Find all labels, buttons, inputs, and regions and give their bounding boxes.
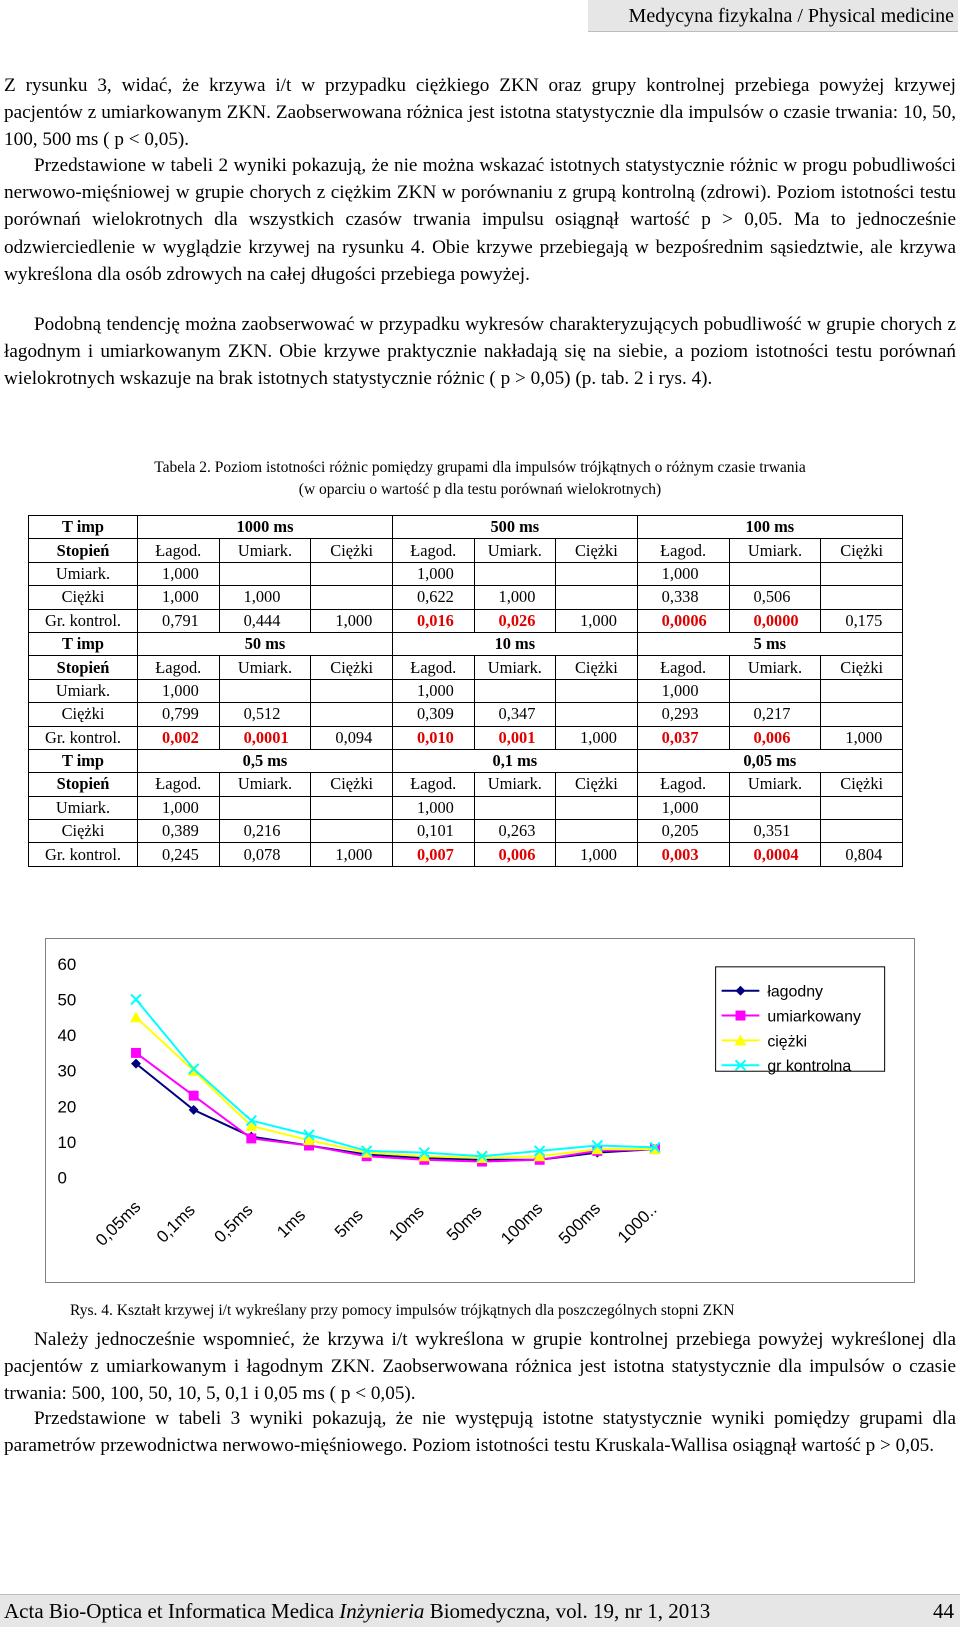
table-duration-row bbox=[29, 632, 903, 655]
p-value-cell: 0,309 bbox=[392, 703, 474, 726]
row-label: Ciężki bbox=[29, 820, 138, 843]
x-tick-label: 5ms bbox=[330, 1205, 367, 1242]
p-value-cell bbox=[311, 820, 393, 843]
paragraph: Z rysunku 3, widać, że krzywa i/t w przypadku ciężkiego ZKN oraz grupy kontrolnej przebiega powyżej krzywej pacjentów z umiarkowanym ZKN. Zaobserwowana różnica jest istotna statystycznie dla impulsów o czasie trwania: 10, 50, 100, 500 ms ( p < 0,05). bbox=[4, 75, 956, 151]
p-value-cell: 0,444 bbox=[219, 609, 311, 632]
group-header: Ciężki bbox=[311, 773, 393, 796]
p-value-cell: 0,003 bbox=[637, 843, 729, 866]
p-value-cell: 0,037 bbox=[637, 726, 729, 749]
p-value-cell: 1,000 bbox=[474, 586, 556, 609]
paragraph-text: Przedstawione w tabeli 3 wyniki pokazują, że nie występują istotne statystycznie wyniki pomiędzy grupami dla parametrów przewodnictwa nerwowo-mięśniowego. Poziom istotności testu Kruskala-Wallisa osiągnął wartość p > 0,05. bbox=[4, 1408, 956, 1457]
p-value-cell bbox=[729, 796, 821, 819]
p-value-cell bbox=[556, 679, 638, 702]
p-value-cell bbox=[821, 679, 903, 702]
p-value-cell: 0,006 bbox=[729, 726, 821, 749]
group-header: Ciężki bbox=[821, 539, 903, 562]
row-label: Stopień bbox=[29, 773, 138, 796]
table-row bbox=[29, 562, 903, 585]
line-chart bbox=[45, 938, 915, 1283]
table-duration-row bbox=[29, 516, 903, 539]
p-value-cell: 0,010 bbox=[392, 726, 474, 749]
table-group-row bbox=[29, 656, 903, 679]
p-value-cell: 0,094 bbox=[311, 726, 393, 749]
p-value-cell: 0,263 bbox=[474, 820, 556, 843]
p-value-cell: 0,351 bbox=[729, 820, 821, 843]
p-value-cell: 0,026 bbox=[474, 609, 556, 632]
table-row bbox=[29, 609, 903, 632]
table-row bbox=[29, 843, 903, 866]
row-label: Gr. kontrol. bbox=[29, 726, 138, 749]
journal-name: Acta Bio-Optica et Informatica Medica bbox=[4, 1599, 340, 1623]
x-tick-label: 1000.. bbox=[613, 1200, 661, 1247]
duration-header: 5 ms bbox=[637, 632, 902, 655]
series-line bbox=[136, 1053, 655, 1162]
p-value-cell: 0,101 bbox=[392, 820, 474, 843]
p-value-cell bbox=[311, 562, 393, 585]
p-value-cell: 0,0001 bbox=[219, 726, 311, 749]
p-value-cell bbox=[729, 679, 821, 702]
row-label: Ciężki bbox=[29, 703, 138, 726]
p-value-cell bbox=[556, 586, 638, 609]
group-header: Łagod. bbox=[138, 539, 220, 562]
group-header: Umiark. bbox=[729, 539, 821, 562]
legend-label: łagodny bbox=[767, 983, 823, 1001]
group-header: Umiark. bbox=[474, 656, 556, 679]
p-value-cell bbox=[821, 562, 903, 585]
data-point bbox=[736, 1011, 746, 1021]
duration-header: 1000 ms bbox=[138, 516, 393, 539]
group-header: Łagod. bbox=[637, 656, 729, 679]
p-value-cell: 0,506 bbox=[729, 586, 821, 609]
y-tick-label: 10 bbox=[57, 1132, 77, 1152]
group-header: Umiark. bbox=[729, 773, 821, 796]
p-value-cell bbox=[219, 796, 311, 819]
p-value-cell: 1,000 bbox=[138, 796, 220, 819]
journal-name-italic: Inżynieria bbox=[339, 1599, 425, 1623]
x-tick-label: 50ms bbox=[442, 1202, 486, 1245]
legend-label: gr kontrolna bbox=[767, 1058, 852, 1076]
p-value-cell: 0,175 bbox=[821, 609, 903, 632]
row-label: Umiark. bbox=[29, 562, 138, 585]
legend-label: umiarkowany bbox=[767, 1008, 861, 1026]
row-label: Gr. kontrol. bbox=[29, 843, 138, 866]
p-value-cell: 1,000 bbox=[637, 562, 729, 585]
row-label: T imp bbox=[29, 749, 138, 772]
group-header: Ciężki bbox=[556, 656, 638, 679]
duration-header: 0,05 ms bbox=[637, 749, 902, 772]
p-value-cell: 0,006 bbox=[474, 843, 556, 866]
p-value-cell bbox=[311, 586, 393, 609]
group-header: Umiark. bbox=[474, 773, 556, 796]
table-caption bbox=[30, 457, 930, 501]
data-point bbox=[189, 1091, 199, 1101]
row-label: Ciężki bbox=[29, 586, 138, 609]
group-header: Łagod. bbox=[392, 656, 474, 679]
data-point bbox=[131, 1048, 141, 1058]
p-value-cell bbox=[474, 796, 556, 819]
x-tick-label: 500ms bbox=[554, 1198, 605, 1249]
p-value-cell: 1,000 bbox=[637, 679, 729, 702]
p-value-cell bbox=[474, 562, 556, 585]
data-point bbox=[131, 995, 141, 1005]
table-row bbox=[29, 726, 903, 749]
row-label: Umiark. bbox=[29, 679, 138, 702]
group-header: Umiark. bbox=[729, 656, 821, 679]
duration-header: 0,5 ms bbox=[138, 749, 393, 772]
p-value-cell: 1,000 bbox=[556, 609, 638, 632]
table-group-row bbox=[29, 539, 903, 562]
p-value-cell: 0,216 bbox=[219, 820, 311, 843]
p-value-cell: 0,217 bbox=[729, 703, 821, 726]
y-tick-label: 0 bbox=[57, 1168, 67, 1188]
p-value-cell bbox=[821, 703, 903, 726]
p-value-cell: 0,078 bbox=[219, 843, 311, 866]
p-value-cell: 0,389 bbox=[138, 820, 220, 843]
table-row bbox=[29, 820, 903, 843]
p-value-cell bbox=[821, 586, 903, 609]
p-value-cell: 1,000 bbox=[556, 843, 638, 866]
paragraph-text: Podobną tendencję można zaobserwować w przypadku wykresów charakteryzujących pobudliwość w grupie chorych z łagodnym i umiarkowanym ZKN. Obie krzywe praktycznie nakładają się na siebie, a poziom istotności testu porównań wielokrotnych wskazuje na brak istotnych statystycznie różnic ( p > 0,05) (p. tab. 2 i rys. 4). bbox=[4, 314, 956, 390]
x-tick-label: 0,5ms bbox=[210, 1200, 257, 1247]
series-line bbox=[136, 999, 655, 1156]
p-value-cell: 0,622 bbox=[392, 586, 474, 609]
p-value-cell: 0,293 bbox=[637, 703, 729, 726]
p-value-cell bbox=[219, 679, 311, 702]
paragraph-text: Należy jednocześnie wspomnieć, że krzywa i/t wykreślona w grupie kontrolnej przebiega powyżej wykreślonej dla pacjentów z umiarkowanym i łagodnym ZKN. Zaobserwowana różnica jest istotna statystycznie dla impulsów o czasie trwania: 500, 100, 50, 10, 5, 0,1 i 0,05 ms ( p < 0,05). bbox=[4, 1329, 956, 1405]
row-label: Umiark. bbox=[29, 796, 138, 819]
table-duration-row bbox=[29, 749, 903, 772]
row-label: T imp bbox=[29, 632, 138, 655]
table-row bbox=[29, 586, 903, 609]
row-label: T imp bbox=[29, 516, 138, 539]
p-value-cell: 1,000 bbox=[392, 562, 474, 585]
x-tick-label: 1ms bbox=[273, 1205, 310, 1242]
group-header: Ciężki bbox=[556, 539, 638, 562]
x-tick-label: 0,05ms bbox=[91, 1197, 145, 1250]
p-value-cell: 0,001 bbox=[474, 726, 556, 749]
p-value-cell bbox=[474, 679, 556, 702]
p-value-cell: 1,000 bbox=[392, 679, 474, 702]
paragraph-text: Przedstawione w tabeli 2 wyniki pokazują, że nie można wskazać istotnych statystycznie różnic w progu pobudliwości nerwowo-mięśniowej w grupie chorych z ciężkim ZKN w porównaniu z grupą kontrolną (zdrowi). Poziom istotności testu porównań wielokrotnych dla wszystkich czasów trwania impulsu osiągnął wartość p > 0,05. Ma to jednocześnie odzwierciedlenie w wyglądzie krzywej na rysunku 4. Obie krzywe przebiegają w bezpośrednim sąsiedztwie, ale krzywa wykreślona dla osób zdrowych na całej długości przebiega powyżej. bbox=[4, 155, 956, 285]
duration-header: 10 ms bbox=[392, 632, 637, 655]
y-tick-label: 50 bbox=[57, 990, 77, 1010]
y-tick-label: 20 bbox=[57, 1097, 77, 1117]
p-value-cell: 0,0006 bbox=[637, 609, 729, 632]
p-value-cell bbox=[556, 562, 638, 585]
group-header: Łagod. bbox=[392, 773, 474, 796]
p-value-cell: 1,000 bbox=[556, 726, 638, 749]
duration-header: 100 ms bbox=[637, 516, 902, 539]
row-label: Stopień bbox=[29, 656, 138, 679]
p-value-cell: 0,799 bbox=[138, 703, 220, 726]
group-header: Umiark. bbox=[219, 656, 311, 679]
data-point bbox=[246, 1133, 256, 1143]
group-header: Ciężki bbox=[821, 656, 903, 679]
p-value-cell bbox=[219, 562, 311, 585]
p-value-cell: 1,000 bbox=[311, 609, 393, 632]
x-tick-label: 100ms bbox=[497, 1198, 547, 1249]
p-value-cell: 0,347 bbox=[474, 703, 556, 726]
duration-header: 50 ms bbox=[138, 632, 393, 655]
table-row bbox=[29, 796, 903, 819]
table-caption-line: Tabela 2. Poziom istotności różnic pomiędzy grupami dla impulsów trójkątnych o różnym czasie trwania bbox=[154, 459, 806, 476]
legend-label: ciężki bbox=[767, 1033, 808, 1051]
paragraph bbox=[4, 311, 956, 393]
group-header: Umiark. bbox=[219, 539, 311, 562]
p-value-cell: 0,245 bbox=[138, 843, 220, 866]
duration-header: 500 ms bbox=[392, 516, 637, 539]
p-value-cell: 0,002 bbox=[138, 726, 220, 749]
p-value-cell: 1,000 bbox=[138, 562, 220, 585]
p-value-cell: 0,205 bbox=[637, 820, 729, 843]
p-value-cell: 0,007 bbox=[392, 843, 474, 866]
p-value-cell: 1,000 bbox=[138, 679, 220, 702]
p-value-cell: 1,000 bbox=[311, 843, 393, 866]
p-value-cell bbox=[556, 703, 638, 726]
group-header: Ciężki bbox=[311, 539, 393, 562]
table-group-row bbox=[29, 773, 903, 796]
y-tick-label: 60 bbox=[57, 954, 77, 974]
paragraph bbox=[4, 152, 956, 288]
group-header: Łagod. bbox=[138, 656, 220, 679]
journal-footer bbox=[0, 1594, 960, 1627]
p-value-cell bbox=[821, 820, 903, 843]
figure-caption: Rys. 4. Kształt krzywej i/t wykreślany przy pomocy impulsów trójkątnych dla poszczególnych stopni ZKN bbox=[70, 1302, 735, 1319]
table-caption-line: (w oparciu o wartość p dla testu porównań wielokrotnych) bbox=[298, 481, 662, 498]
duration-header: 0,1 ms bbox=[392, 749, 637, 772]
paragraph bbox=[4, 1405, 956, 1459]
p-value-cell: 0,804 bbox=[821, 843, 903, 866]
group-header: Umiark. bbox=[219, 773, 311, 796]
p-value-cell: 1,000 bbox=[138, 586, 220, 609]
p-value-cell: 1,000 bbox=[821, 726, 903, 749]
y-tick-label: 30 bbox=[57, 1061, 77, 1081]
p-value-cell: 0,016 bbox=[392, 609, 474, 632]
page-number: 44 bbox=[933, 1599, 954, 1623]
p-value-cell: 0,0004 bbox=[729, 843, 821, 866]
group-header: Łagod. bbox=[392, 539, 474, 562]
p-value-cell bbox=[311, 679, 393, 702]
row-label: Stopień bbox=[29, 539, 138, 562]
table-row bbox=[29, 703, 903, 726]
group-header: Łagod. bbox=[637, 539, 729, 562]
p-value-cell: 0,338 bbox=[637, 586, 729, 609]
paragraph bbox=[4, 1326, 956, 1408]
x-tick-label: 10ms bbox=[385, 1202, 428, 1245]
group-header: Łagod. bbox=[637, 773, 729, 796]
x-tick-label: 0,1ms bbox=[152, 1200, 199, 1247]
group-header: Ciężki bbox=[311, 656, 393, 679]
group-header: Umiark. bbox=[474, 539, 556, 562]
row-label: Gr. kontrol. bbox=[29, 609, 138, 632]
data-point bbox=[130, 1011, 142, 1022]
group-header: Łagod. bbox=[138, 773, 220, 796]
p-value-cell bbox=[556, 796, 638, 819]
journal-volume: Biomedyczna, vol. 19, nr 1, 2013 bbox=[424, 1599, 711, 1623]
p-value-cell bbox=[311, 796, 393, 819]
p-value-cell: 1,000 bbox=[392, 796, 474, 819]
p-value-cell: 0,0000 bbox=[729, 609, 821, 632]
table-row bbox=[29, 679, 903, 702]
p-value-cell bbox=[311, 703, 393, 726]
group-header: Ciężki bbox=[556, 773, 638, 796]
p-value-cell bbox=[821, 796, 903, 819]
group-header: Ciężki bbox=[821, 773, 903, 796]
p-value-cell: 0,791 bbox=[138, 609, 220, 632]
p-value-cell bbox=[556, 820, 638, 843]
p-value-cell: 1,000 bbox=[219, 586, 311, 609]
journal-citation bbox=[4, 1595, 710, 1627]
significance-table bbox=[28, 515, 903, 867]
y-tick-label: 40 bbox=[57, 1026, 77, 1046]
journal-section-header: Medycyna fizykalna / Physical medicine bbox=[588, 0, 958, 32]
p-value-cell bbox=[729, 562, 821, 585]
p-value-cell: 1,000 bbox=[637, 796, 729, 819]
p-value-cell: 0,512 bbox=[219, 703, 311, 726]
